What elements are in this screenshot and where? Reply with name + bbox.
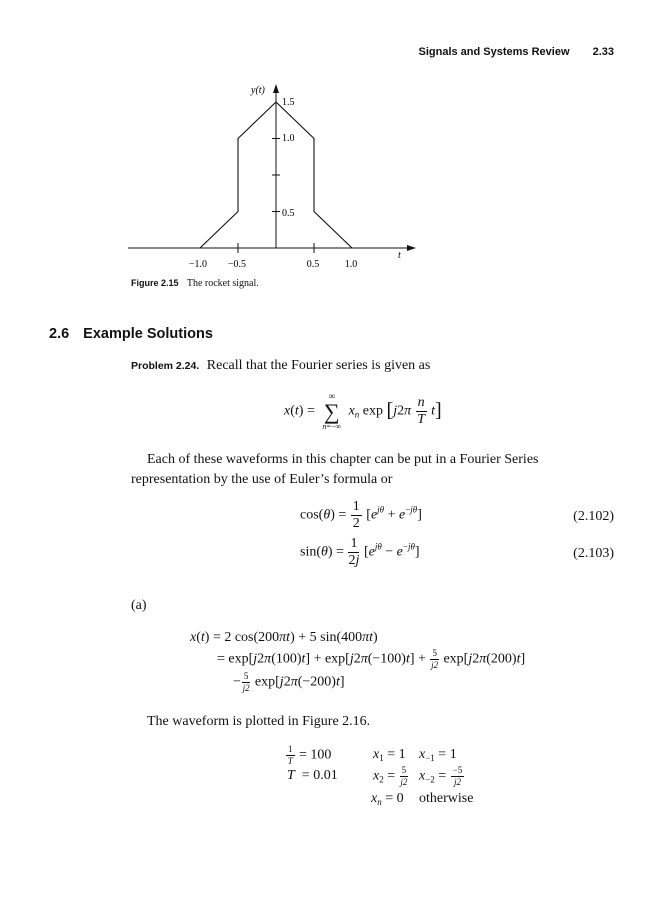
x-tick-label: 1.0 bbox=[344, 259, 358, 270]
y-axis-arrow bbox=[273, 84, 279, 93]
section-number: 2.6 bbox=[49, 326, 70, 342]
signal-definition-line-3: − $\frac{5}{j2}$ exp[j2π(−200)t] bbox=[233, 671, 345, 693]
x-axis-label: t bbox=[398, 250, 401, 261]
section-heading bbox=[49, 326, 213, 342]
signal-definition-line-1: x(t) = 2 cos(200πt) + 5 sin(400πt) bbox=[190, 630, 378, 645]
y-axis-label: y(t) bbox=[251, 85, 265, 96]
running-title: Signals and Systems Review bbox=[418, 46, 570, 58]
signal-definition-line-2: = exp[j2π(100)t] + exp[j2π(−100)t] + $\frac{5}{j2}$ exp[j2π(200)t] bbox=[217, 648, 526, 670]
figure-caption-label: Figure 2.15 bbox=[131, 278, 179, 288]
coefficient-x2: $x_2$ = $\frac{5}{j2}$ bbox=[373, 765, 408, 787]
fourier-series-equation: x(t) = ∞ ∑ n=−∞ $x_n$ exp [j2π $\frac{n}{T}$ t] bbox=[284, 391, 442, 431]
paragraph-plot-reference: The waveform is plotted in Figure 2.16. bbox=[147, 714, 371, 729]
n-over-t-fraction: $\frac{n}{T}$ bbox=[417, 395, 425, 427]
x-tick-label: −0.5 bbox=[227, 259, 247, 270]
y-tick-label: 0.5 bbox=[282, 208, 295, 219]
equation-number: (2.103) bbox=[573, 546, 614, 561]
figure-caption bbox=[131, 278, 259, 289]
x-tick-label: 0.5 bbox=[306, 259, 320, 270]
problem-text: Recall that the Fourier series is given as bbox=[206, 358, 431, 373]
y-tick-label: 1.5 bbox=[282, 97, 295, 108]
running-header bbox=[419, 46, 615, 58]
coefficient-xn: $x_n = 0$ bbox=[371, 791, 404, 807]
coefficient-x1: $x_1 = 1$ bbox=[373, 747, 406, 763]
figure-axes bbox=[128, 84, 416, 251]
otherwise-label: otherwise bbox=[419, 791, 474, 806]
sine-euler-equation: sin(θ) = $\frac{1}{2j}$ $[e^{j\theta} - e^{-j\theta}]$ bbox=[300, 536, 420, 568]
period-value: T = 0.01 bbox=[287, 768, 338, 783]
part-label: (a) bbox=[131, 598, 147, 613]
rocket-signal-figure bbox=[120, 78, 430, 274]
x-axis-arrow bbox=[407, 245, 416, 251]
section-title: Example Solutions bbox=[83, 326, 213, 342]
equation-number: (2.102) bbox=[573, 509, 614, 524]
figure-caption-text: The rocket signal. bbox=[186, 278, 259, 289]
problem-statement bbox=[131, 358, 430, 374]
coefficient-row-1: $\frac{1}{T}$ = 100 bbox=[287, 744, 332, 766]
coefficient-x-minus-2: $x_{-2}$ = $\frac{-5}{j2}$ bbox=[419, 765, 463, 787]
coefficient-x-minus-1: $x_{-1} = 1$ bbox=[419, 747, 457, 763]
page-number: 2.33 bbox=[592, 46, 614, 58]
problem-label: Problem 2.24. bbox=[131, 360, 200, 372]
summation-symbol: ∞ ∑ n=−∞ bbox=[322, 391, 342, 431]
paragraph-euler: Each of these waveforms in this chapter can be put in a Fourier Series representation by the use of Euler’s formula or bbox=[131, 452, 539, 487]
y-tick-label: 1.0 bbox=[282, 133, 295, 144]
x-tick-label: −1.0 bbox=[188, 259, 208, 270]
cosine-euler-equation: cos(θ) = $\frac{1}{2}$ $[e^{j\theta} + e^{-j\theta}]$ bbox=[300, 499, 422, 531]
